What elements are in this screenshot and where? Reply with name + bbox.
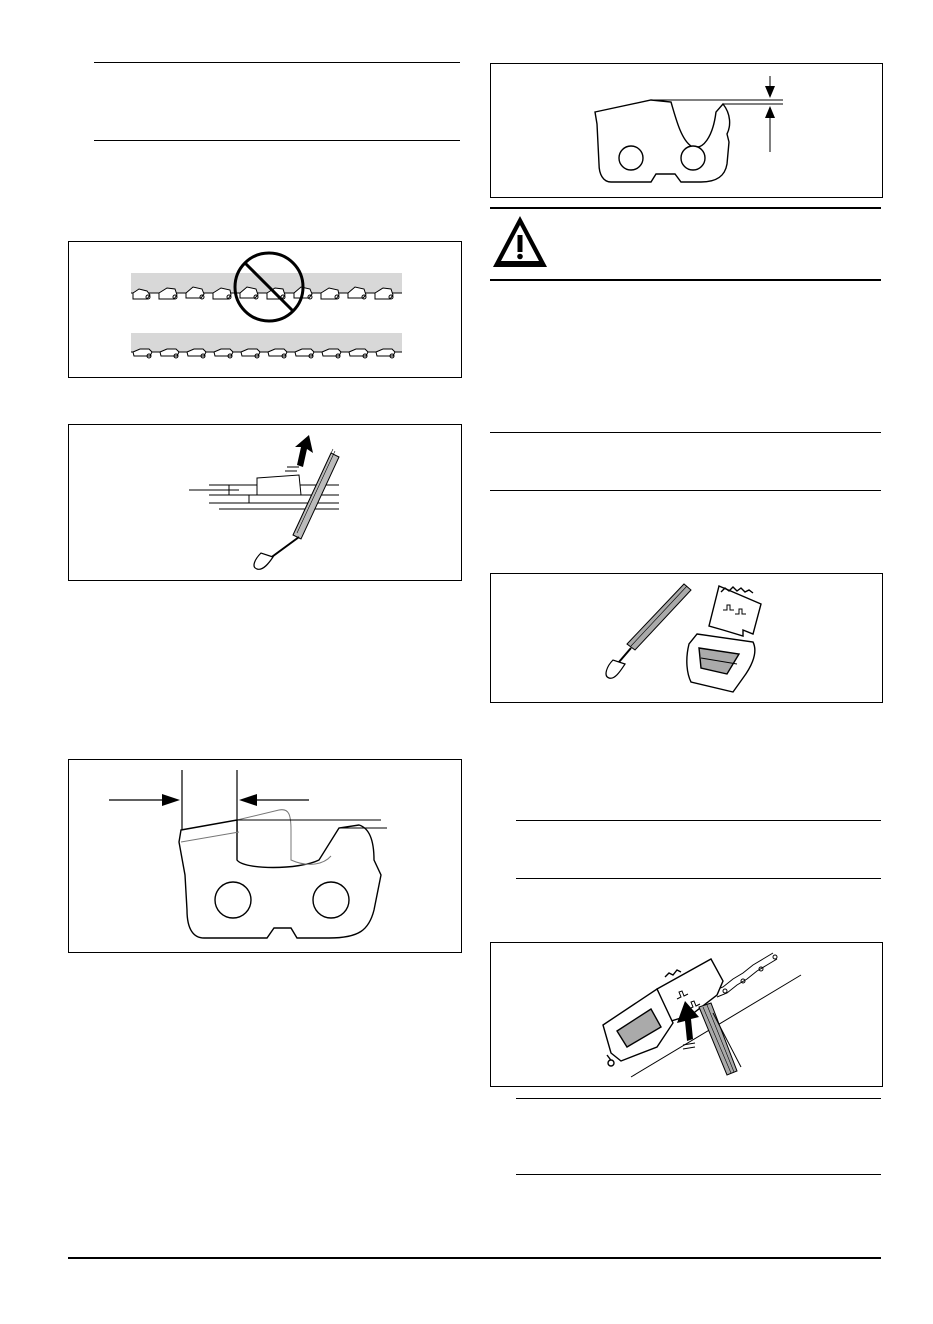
note-top-rule: [94, 62, 460, 63]
upward-arrow-icon: [285, 435, 313, 471]
note-top-rule: [516, 1098, 881, 1099]
depth-gauge-tool-icon: [687, 586, 761, 692]
arrow-down-icon: [765, 86, 775, 98]
footer-rule: [68, 1257, 881, 1259]
figure-cutter-length: [68, 759, 462, 953]
figure-chain-comparison: [68, 241, 462, 378]
figure-tools: [490, 573, 883, 703]
note-bottom-rule: [94, 140, 460, 141]
flat-file-icon: [606, 584, 691, 678]
note-bottom-rule: [516, 878, 881, 879]
figure-gauge-use: [490, 942, 883, 1087]
warning-bottom-rule: [490, 279, 881, 281]
note-top-rule: [516, 820, 881, 821]
cutter-outline: [595, 100, 730, 182]
arrow-left-icon: [239, 794, 257, 806]
note-bottom-rule: [490, 490, 881, 491]
warning-top-rule: [490, 207, 881, 209]
flat-file-icon: [699, 1003, 741, 1075]
figure-file-stroke: [68, 424, 462, 581]
figure-depth-gauge: [490, 63, 883, 198]
note-top-rule: [490, 432, 881, 433]
arrow-up-icon: [765, 106, 775, 118]
note-bottom-rule: [516, 1174, 881, 1175]
arrow-right-icon: [162, 794, 180, 806]
cutter-outline: [179, 820, 381, 938]
warning-triangle-icon: [490, 213, 550, 271]
